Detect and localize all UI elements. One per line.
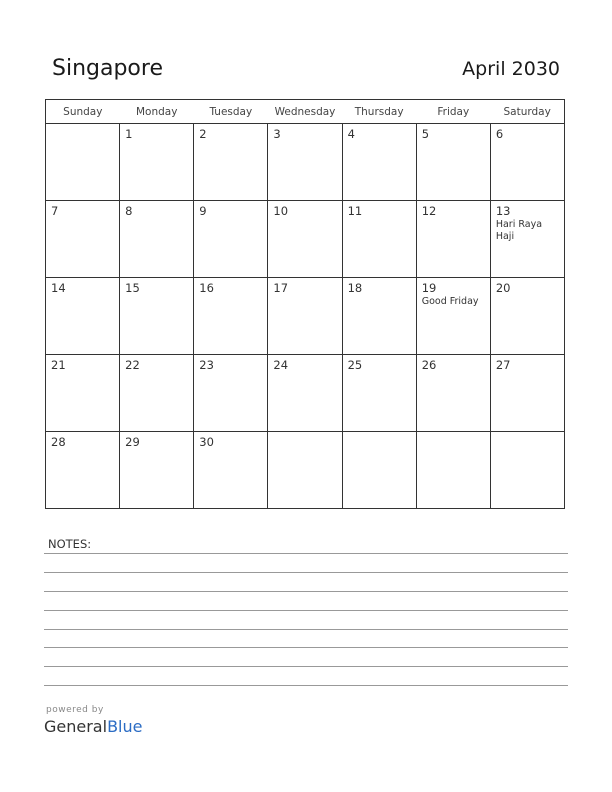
day-cell bbox=[120, 124, 194, 201]
holiday-label: Hari Raya Haji bbox=[495, 219, 543, 242]
day-number bbox=[491, 432, 564, 435]
day-number: 22 bbox=[125, 358, 140, 372]
day-cell bbox=[194, 355, 268, 432]
note-line bbox=[44, 553, 568, 554]
day-cell bbox=[46, 278, 120, 355]
day-cell bbox=[46, 355, 120, 432]
day-number: 7 bbox=[51, 204, 59, 218]
day-number bbox=[46, 124, 119, 127]
week-row bbox=[46, 432, 565, 509]
weekday-friday: Friday bbox=[416, 100, 490, 124]
note-line bbox=[44, 647, 568, 648]
holiday-label: Good Friday bbox=[421, 296, 479, 307]
weekday-saturday: Saturday bbox=[490, 100, 564, 124]
day-cell bbox=[490, 355, 564, 432]
day-number bbox=[268, 432, 341, 435]
day-number: 30 bbox=[199, 435, 214, 449]
day-cell bbox=[416, 201, 490, 278]
day-cell bbox=[268, 432, 342, 509]
day-number: 6 bbox=[495, 127, 504, 141]
weekday-monday: Monday bbox=[120, 100, 194, 124]
day-number bbox=[417, 432, 490, 435]
note-line bbox=[44, 591, 568, 592]
day-number: 4 bbox=[347, 127, 355, 141]
day-number: 17 bbox=[273, 281, 289, 295]
day-number: 24 bbox=[273, 358, 289, 372]
day-cell bbox=[194, 201, 268, 278]
powered-by-text: powered by bbox=[46, 705, 104, 715]
note-line bbox=[44, 666, 568, 667]
day-number: 9 bbox=[199, 204, 207, 218]
day-number: 1 bbox=[125, 127, 133, 141]
day-cell bbox=[342, 201, 416, 278]
note-line bbox=[44, 685, 568, 686]
note-line bbox=[44, 629, 568, 630]
day-cell bbox=[416, 432, 490, 509]
weekday-tuesday: Tuesday bbox=[194, 100, 268, 124]
day-cell bbox=[342, 278, 416, 355]
day-number: 16 bbox=[199, 281, 214, 295]
day-cell bbox=[46, 124, 120, 201]
day-number: 5 bbox=[421, 127, 430, 141]
day-cell bbox=[46, 201, 120, 278]
week-row bbox=[46, 201, 565, 278]
day-number: 2 bbox=[199, 127, 207, 141]
week-row bbox=[46, 278, 565, 355]
day-number: 19 bbox=[421, 281, 437, 295]
day-number: 23 bbox=[199, 358, 214, 372]
weekday-header-row bbox=[46, 100, 565, 124]
day-cell bbox=[194, 278, 268, 355]
day-cell bbox=[490, 432, 564, 509]
day-cell bbox=[342, 124, 416, 201]
day-number: 26 bbox=[421, 358, 437, 372]
day-cell bbox=[46, 432, 120, 509]
day-number: 28 bbox=[51, 435, 66, 449]
day-cell bbox=[268, 355, 342, 432]
month-title: April 2030 bbox=[462, 58, 560, 80]
day-cell bbox=[416, 355, 490, 432]
notes-label: NOTES: bbox=[48, 537, 92, 551]
day-cell bbox=[268, 278, 342, 355]
day-number: 25 bbox=[347, 358, 363, 372]
day-cell bbox=[416, 124, 490, 201]
day-cell bbox=[120, 201, 194, 278]
day-cell bbox=[342, 432, 416, 509]
day-number: 15 bbox=[125, 281, 140, 295]
day-number: 29 bbox=[125, 435, 140, 449]
brand-blue: Blue bbox=[107, 717, 143, 736]
day-number: 27 bbox=[495, 358, 511, 372]
day-cell bbox=[268, 124, 342, 201]
calendar-grid bbox=[45, 99, 565, 509]
day-number: 13 bbox=[495, 204, 511, 218]
day-number: 18 bbox=[347, 281, 363, 295]
day-cell bbox=[194, 124, 268, 201]
brand-general: General bbox=[44, 717, 108, 736]
day-cell bbox=[490, 124, 564, 201]
day-cell bbox=[416, 278, 490, 355]
day-number: 11 bbox=[347, 204, 363, 218]
day-cell bbox=[120, 355, 194, 432]
day-cell bbox=[194, 432, 268, 509]
day-cell bbox=[120, 278, 194, 355]
weekday-thursday: Thursday bbox=[342, 100, 416, 124]
day-cell bbox=[342, 355, 416, 432]
day-cell bbox=[120, 432, 194, 509]
generalblue-logo bbox=[44, 717, 142, 736]
week-row bbox=[46, 355, 565, 432]
country-title: Singapore bbox=[52, 56, 163, 81]
weekday-sunday: Sunday bbox=[46, 100, 120, 124]
note-line bbox=[44, 610, 568, 611]
day-number: 3 bbox=[273, 127, 281, 141]
day-cell bbox=[268, 201, 342, 278]
week-row bbox=[46, 124, 565, 201]
day-number bbox=[343, 432, 416, 435]
day-number: 20 bbox=[495, 281, 511, 295]
day-cell bbox=[490, 201, 564, 278]
day-number: 21 bbox=[51, 358, 66, 372]
day-number: 12 bbox=[421, 204, 437, 218]
weekday-wednesday: Wednesday bbox=[268, 100, 342, 124]
day-number: 10 bbox=[273, 204, 289, 218]
day-number: 8 bbox=[125, 204, 133, 218]
day-cell bbox=[490, 278, 564, 355]
day-number: 14 bbox=[51, 281, 66, 295]
note-line bbox=[44, 572, 568, 573]
